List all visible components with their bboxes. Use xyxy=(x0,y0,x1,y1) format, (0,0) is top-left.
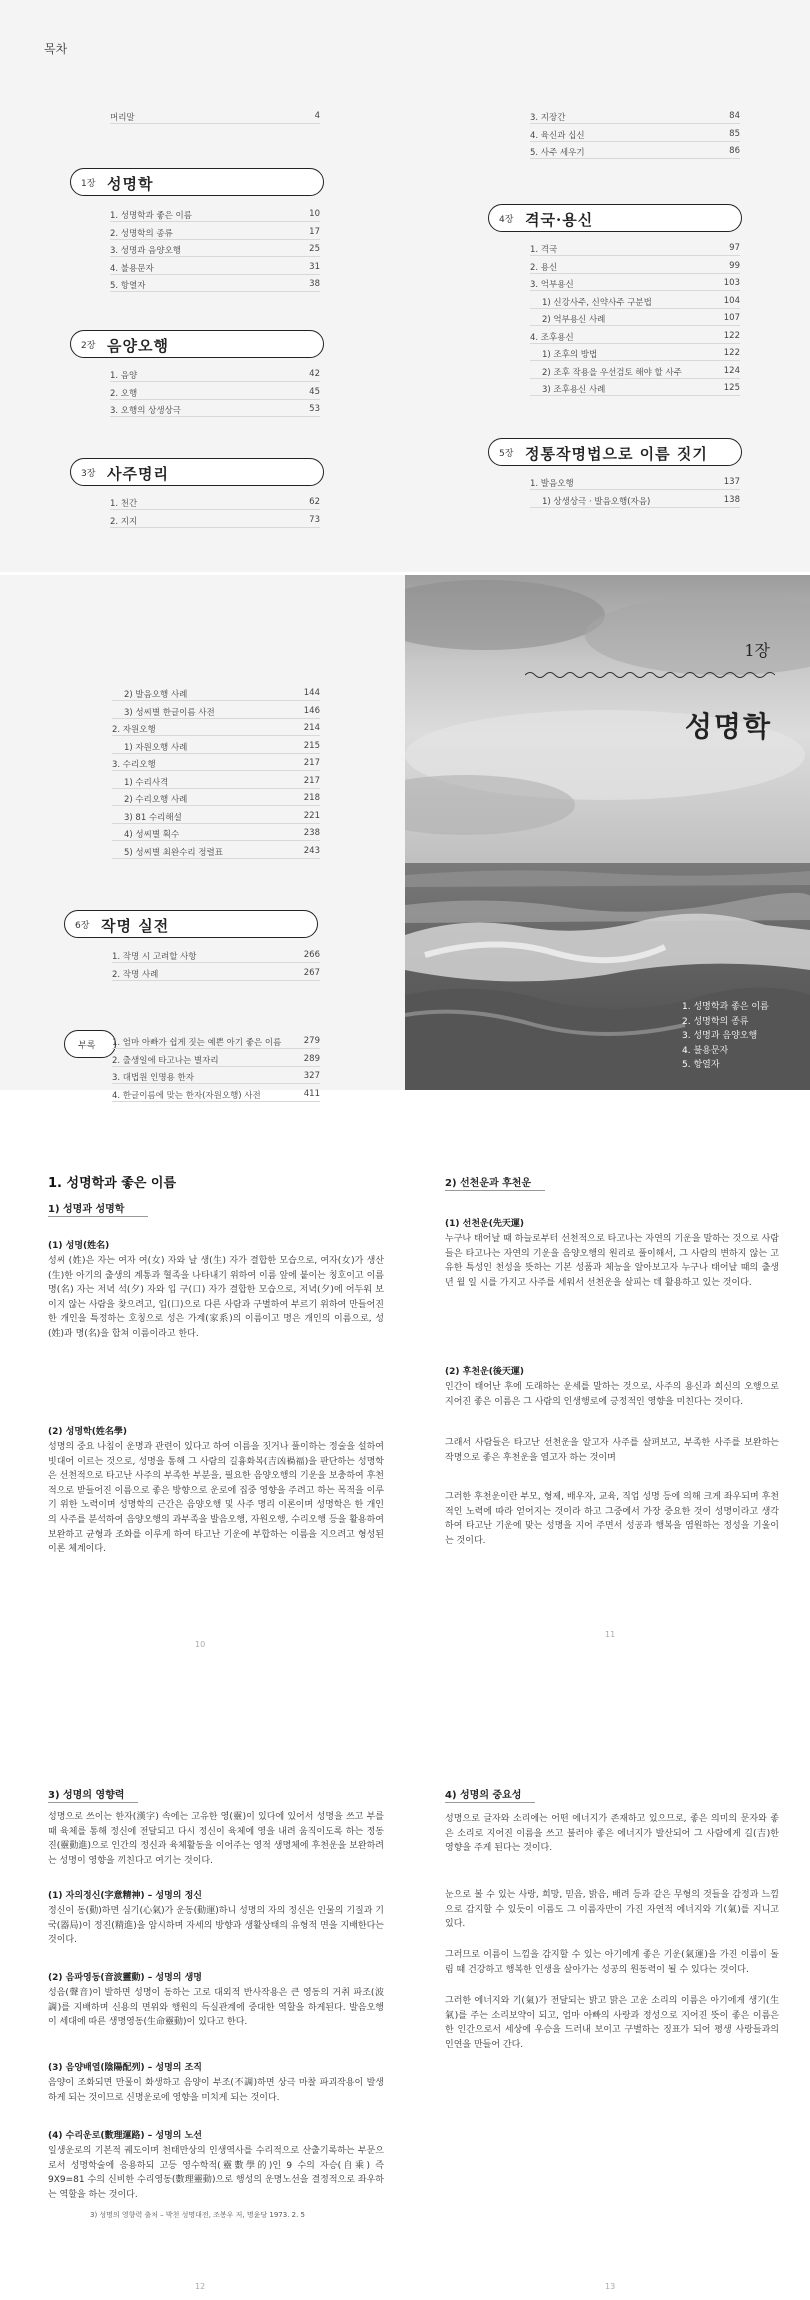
divider xyxy=(48,1802,138,1803)
toc-entry-label: 2) 수리오행 사례 xyxy=(124,795,188,805)
toc-entry-page: 218 xyxy=(303,793,320,803)
page-number: 13 xyxy=(605,2282,616,2291)
toc-entry-page: 267 xyxy=(303,967,320,978)
toc-entry[interactable] xyxy=(112,755,320,771)
toc-entry-label: 3. 수리오행 xyxy=(112,760,156,770)
toc-appendix[interactable]: 부록 xyxy=(64,1030,116,1058)
toc-entry[interactable] xyxy=(110,401,320,417)
toc-entry-page: 107 xyxy=(723,313,740,323)
toc-entry-page: 10 xyxy=(309,209,320,219)
toc-entry-label: 3. 억부용신 xyxy=(530,280,574,290)
toc-entry[interactable] xyxy=(110,276,320,292)
toc-entry-label: 1. 격국 xyxy=(530,245,558,255)
toc-entry[interactable] xyxy=(112,685,320,701)
toc-entry-page: 17 xyxy=(309,226,320,237)
toc-entry-page: 124 xyxy=(723,365,740,376)
toc-entry[interactable] xyxy=(530,240,740,256)
toc-entry-label: 1. 천간 xyxy=(110,499,138,509)
toc-entry-page: 84 xyxy=(729,111,740,121)
paragraph: 그러한 에너지와 기(氣)가 전달되는 밝고 맑은 고운 소리의 이름은 아기에게 생기(生氣)를 주는 소리보약이 되고, 엄마 아빠의 사랑과 정성으로 지어진 뜻이 좋은 이름은 한 인간으로서 세상에 우승을 드러내 보이고 구별하는 징표가 되어 평생 사랑들과의 인연을 만들어 간다. xyxy=(445,1996,779,2050)
toc-entry-label: 2. 오행 xyxy=(110,388,138,399)
toc-entry-page: 85 xyxy=(729,128,740,139)
toc-entry-page: 62 xyxy=(309,497,320,507)
footnote: 3) 성명의 영향력 출처 – 박천 성명대전, 조봉우 저, 명윤당 1973. 2. 5 xyxy=(90,2211,306,2219)
toc-entry[interactable] xyxy=(530,474,740,490)
toc-entry-page: 217 xyxy=(303,758,320,768)
page-10 xyxy=(0,1160,405,1720)
toc-entry-label: 4. 한글이름에 맞는 한자(자원오행) 사전 xyxy=(112,1090,261,1101)
subsection-heading: 3) 성명의 영향력 xyxy=(48,1790,125,1801)
toc-entry[interactable] xyxy=(530,380,740,396)
toc-entry[interactable] xyxy=(112,825,320,841)
toc-entry-page: 217 xyxy=(303,775,320,786)
toc-entry-page: 25 xyxy=(309,244,320,254)
toc-entry[interactable] xyxy=(112,790,320,806)
toc-entry-page: 122 xyxy=(723,330,740,341)
toc-entry[interactable] xyxy=(110,259,320,275)
page-12 xyxy=(0,1770,405,2300)
paragraph: 누구나 태어날 때 하늘로부터 선천적으로 타고나는 자연의 기운을 말하는 것으로 사람들은 타고나는 자연의 기운을 음양오행의 원리로 풀이해서, 그 사람의 변하지 않는 고유한 특성인 천성을 뜻하는 기본 성품과 체능을 알아보고자 누구나 태어날 때의 출생 년 월 일 시를 가지고 사주를 세워서 선천운을 살피는 데 활용하고 있는 것이다. xyxy=(445,1234,779,1288)
toc-entry-label: 2) 억부용신 사례 xyxy=(542,315,606,325)
toc-entry-label: 1. 음양 xyxy=(110,371,138,381)
subsection-heading: 1) 성명과 성명학 xyxy=(48,1204,125,1215)
toc-entry-page: 73 xyxy=(309,514,320,525)
toc-entry[interactable] xyxy=(530,363,740,379)
paragraph: 그러므로 이름이 느낌을 감지할 수 있는 아기에게 좋은 기운(氣運)을 가진 이름이 돌림 때 건강하고 행복한 인생을 살아가는 성공의 원동력이 될 수 있다는 것이다. xyxy=(445,1950,779,1975)
toc-entry-label: 4. 조후용신 xyxy=(530,332,574,343)
toc-entry[interactable] xyxy=(530,143,740,159)
toc-entry[interactable] xyxy=(112,1086,320,1102)
toc-entry[interactable] xyxy=(112,843,320,859)
toc-entry-page: 45 xyxy=(309,386,320,397)
toc-entry-page: 53 xyxy=(309,404,320,414)
toc-entry[interactable] xyxy=(112,1051,320,1067)
toc-entry-label: 1) 수리사격 xyxy=(124,777,169,788)
toc-entry-page: 99 xyxy=(729,260,740,271)
toc-entry-label: 3. 오행의 상생상극 xyxy=(110,406,181,416)
toc-entry-label: 3. 지장간 xyxy=(530,113,566,123)
toc-entry-label: 5) 성씨별 최완수리 정렬표 xyxy=(124,847,223,858)
paragraph: 음양이 조화되면 만물이 화생하고 음양이 부조(不調)하면 상극 마찰 파괴작용이 발생하게 되는 것이므로 신명운로에 영향을 미치게 되는 것이다. xyxy=(48,2078,384,2103)
paragraph: 성음(聲音)이 발하면 성명이 동하는 고로 대외적 반사작용은 큰 영동의 거취 파조(波調)를 지배하며 신용의 면위와 행원의 득실관계에 중대한 역할을 하게된다. 발음오행이 세대에 따른 생명영동(生命靈動)이 있다고 한다. xyxy=(48,1988,384,2028)
toc-chapter-6[interactable]: 6장 작명 실전 xyxy=(64,910,318,938)
toc-entry[interactable] xyxy=(110,512,320,528)
toc-entry[interactable] xyxy=(530,275,740,291)
toc-entry-page: 289 xyxy=(303,1053,320,1064)
section-heading: 1. 성명학과 좋은 이름 xyxy=(48,1176,177,1191)
toc-entry-label: 4. 육신과 십신 xyxy=(530,130,585,141)
cover-list-item: 2. 성명학의 종류 xyxy=(682,1016,749,1027)
toc-entry-page: 327 xyxy=(303,1071,320,1081)
paragraph: 눈으로 볼 수 있는 사랑, 희망, 믿음, 밝음, 배려 등과 같은 무형의 것들을 감정과 느낌으로 감지할 수 있듯이 이름도 그 이름자만이 가진 자연적 에너지와 기(氣)를 지니고 있다. xyxy=(445,1890,779,1930)
divider xyxy=(48,1216,148,1217)
cover-section-list xyxy=(682,1000,769,1073)
wavy-divider xyxy=(525,670,775,680)
toc-entry[interactable] xyxy=(530,108,740,124)
toc-chapter-5[interactable]: 5장 정통작명법으로 이름 짓기 xyxy=(488,438,742,466)
toc-entry[interactable] xyxy=(530,328,740,344)
chapter-cover xyxy=(405,575,810,1090)
paragraph-heading: (2) 후천운(後天運) xyxy=(445,1367,524,1377)
toc-entry-page: 243 xyxy=(303,845,320,856)
toc-entry-page: 411 xyxy=(303,1088,320,1099)
divider xyxy=(445,1802,535,1803)
toc-chapter-1[interactable]: 1장 성명학 xyxy=(70,168,324,196)
toc-entry-label: 2. 지지 xyxy=(110,516,138,527)
toc-entry[interactable] xyxy=(530,126,740,142)
toc-entry-page: 104 xyxy=(723,295,740,306)
toc-entry-page: 214 xyxy=(303,723,320,733)
page-11 xyxy=(405,1160,810,1720)
toc-entry-page: 221 xyxy=(303,810,320,821)
paragraph: 성명의 중요 나침이 운명과 관련이 있다고 하여 이름을 짓거나 풀이하는 정술을 설하여 빗대어 이르는 것으로, 성명을 통해 그 사람의 길흉화복(吉凶禍福)을 판단하는 성명학은 선천적으로 타고난 사주의 부족한 부분을, 필요한 음양오행의 기운을 보충하여 후천적으로 받들어진 이름으로 좋은 방향으로 운로에 집중 영향을 주려고 하는 목적을 이루기 위한 노력이며 성명학의 근간은 음양오행 및 사주 명리 이론이며 성명학은 한 개인의 사주를 분석하여 음양오행의 과부족을 발음오행, 자원오행, 수리오행 등을 활용하여 보완하고 균형과 조화를 이루게 하여 타고난 기운에 부합하는 이름을 지으려고 형성된 이론 체계이다. xyxy=(48,1442,384,1555)
page-number: 11 xyxy=(605,1630,616,1639)
toc-entry-label: 2) 발음오행 사례 xyxy=(124,690,188,700)
paragraph-heading: (4) 수리운로(數理運路) – 성명의 노선 xyxy=(48,2131,202,2141)
cover-list-item: 1. 성명학과 좋은 이름 xyxy=(682,1002,769,1012)
toc-entry[interactable] xyxy=(530,345,740,361)
toc-entry-page: 125 xyxy=(723,383,740,393)
toc-entry[interactable] xyxy=(530,310,740,326)
toc-entry[interactable] xyxy=(112,1033,320,1049)
toc-entry[interactable] xyxy=(112,947,320,963)
page-number: 10 xyxy=(195,1640,206,1649)
paragraph-heading: (2) 성명학(姓名學) xyxy=(48,1427,127,1437)
paragraph-heading: (1) 성명(姓名) xyxy=(48,1241,110,1251)
toc-entry-page: 266 xyxy=(303,950,320,960)
toc-entry-label: 5. 항열자 xyxy=(110,281,146,291)
cover-list-item: 5. 항열자 xyxy=(682,1060,720,1070)
subsection-heading: 2) 선천운과 후천운 xyxy=(445,1178,532,1189)
toc-entry[interactable] xyxy=(530,492,740,508)
page-number: 12 xyxy=(195,2282,206,2291)
toc-entry-page: 86 xyxy=(729,146,740,156)
toc-entry-label: 1. 발음오행 xyxy=(530,479,574,489)
toc-entry-page: 144 xyxy=(303,688,320,698)
toc-entry[interactable] xyxy=(110,224,320,240)
toc-entry[interactable] xyxy=(530,293,740,309)
page-13 xyxy=(405,1770,810,2300)
toc-entry-label: 1) 조후의 방법 xyxy=(542,350,598,360)
cover-list-item: 3. 성명과 음양오행 xyxy=(682,1031,758,1041)
toc-entry-label: 3) 조후용신 사례 xyxy=(542,385,606,395)
toc-entry-label: 5. 사주 세우기 xyxy=(530,148,585,158)
toc-entry-label: 2. 성명학의 종류 xyxy=(110,228,173,239)
toc-entry-label: 1) 자원오행 사례 xyxy=(124,742,188,753)
paragraph: 일생운로의 기본적 궤도이며 천태만상의 인생역사를 수리적으로 산출기록하는 부문으로서 성명학술에 응용하되 고등 영수학적(靈數學的)인 9 수의 자승(自乘) 즉 9X9=81 수의 신비한 수리영동(數理靈動)으로 행성의 운명노선을 결정적으로 좌우하는 역할을 하는 것이다. xyxy=(48,2146,384,2200)
paragraph-heading: (1) 자의정신(字意精神) – 성명의 정신 xyxy=(48,1891,202,1901)
toc-chapter-2[interactable]: 2장 음양오행 xyxy=(70,330,324,358)
toc-entry-label: 2. 출생일에 타고나는 별자리 xyxy=(112,1055,219,1066)
toc-entry[interactable] xyxy=(112,1068,320,1084)
toc-entry-page: 38 xyxy=(309,279,320,289)
toc-entry-page: 103 xyxy=(723,278,740,288)
toc-entry-label: 2. 자원오행 xyxy=(112,725,156,735)
paragraph: 정신이 동(動)하면 심기(心氣)가 운동(動運)하니 성명의 자의 정신은 인물의 기질과 기국(器局)이 정진(精進)을 암시하며 자세의 방향과 생활상태의 유형적 면을 지배한다는 것이다. xyxy=(48,1906,384,1946)
toc-entry-label: 3. 성명과 음양오행 xyxy=(110,246,181,256)
paragraph-heading: (2) 음파영동(音波靈動) – 성명의 생명 xyxy=(48,1973,202,1983)
toc-entry-label: 1) 상생상극 · 발음오행(자음) xyxy=(542,496,651,507)
paragraph: 성명으로 쓰이는 한자(漢字) 속에는 고유한 영(靈)이 있다에 있어서 성명을 쓰고 부를 때 육체를 통해 정신에 전달되고 다시 정신이 육체에 영을 내려 움직이도록 하는 정동진(靈動進)으로 인간의 정신과 육체활동을 이어주는 영적 생명체에 후천운을 보완하려는 성명이 영향을 끼친다고 여기는 것이다. xyxy=(48,1812,384,1866)
divider xyxy=(445,1190,545,1191)
toc-entry[interactable] xyxy=(112,965,320,981)
toc-entry[interactable] xyxy=(112,773,320,789)
toc-entry[interactable] xyxy=(112,738,320,754)
toc-entry[interactable] xyxy=(110,241,320,257)
toc-chapter-3[interactable]: 3장 사주명리 xyxy=(70,458,324,486)
toc-entry-page: 137 xyxy=(723,477,740,487)
paragraph: 성명으로 글자와 소리에는 어떤 에너지가 존재하고 있으므로, 좋은 의미의 문자와 좋은 소리로 지어진 이름을 쓰고 불러야 좋은 에너지가 발산되어 그 사람에게 길(吉)한 영향을 주게 된다는 것이다. xyxy=(445,1814,779,1854)
toc-entry-label: 2. 용신 xyxy=(530,262,558,273)
toc-entry-label: 2) 조후 작용을 우선검토 해야 할 사주 xyxy=(542,367,682,378)
toc-entry-page: 122 xyxy=(723,348,740,358)
toc-entry-label: 4. 불용문자 xyxy=(110,263,154,274)
subsection-heading: 4) 성명의 중요성 xyxy=(445,1790,522,1801)
toc-chapter-4[interactable]: 4장 격국·용신 xyxy=(488,204,742,232)
paragraph: 그러한 후천운이란 부모, 형제, 배우자, 교육, 직업 성명 등에 의해 크게 좌우되며 후천적인 노력에 따라 얻어지는 것이라 하고 그중에서 가장 중요한 것이 성명이라고 생각하여 타고난 기운에 맞는 성명을 지어 주면서 성공과 행복을 염원하는 정성을 기울이는 것이다. xyxy=(445,1492,779,1546)
toc-entry[interactable] xyxy=(110,384,320,400)
toc-entry-page: 215 xyxy=(303,740,320,751)
toc-entry-label: 3) 81 수리해설 xyxy=(124,812,182,823)
toc-entry[interactable] xyxy=(112,720,320,736)
toc-entry-label: 3. 대법원 인명용 한자 xyxy=(112,1073,194,1083)
toc-entry[interactable] xyxy=(110,366,320,382)
toc-header: 목차 xyxy=(44,42,68,56)
paragraph: 그래서 사람들은 타고난 선천운을 알고자 사주를 살펴보고, 부족한 사주를 보완하는 작명으로 좋은 후천운을 열고자 하는 것이며 xyxy=(445,1438,779,1463)
toc-entry-page: 146 xyxy=(303,705,320,716)
toc-entry-label: 1) 신강사주, 신약사주 구분법 xyxy=(542,297,652,308)
cover-title: 성명학 xyxy=(684,710,772,743)
toc-entry-label: 4) 성씨별 획수 xyxy=(124,830,180,840)
paragraph: 성씨 (姓)은 자는 여자 여(女) 자와 날 생(生) 자가 결합한 모습으로, 여자(女)가 생산(生)한 아기의 출생의 계통과 혈족을 나타내기 위하여 이름 앞에 붙이는 칭호이고 이름 명(名) 자는 저녁 석(夕) 자와 입 구(口) 자가 결합한 모습으로, 저녁(夕)에 어두워 보이지 않는 사람을 찾으려고, 입(口)으로 다른 사람과 구별하여 부르기 위하여 만들어진 한 개인을 특정하는 호칭으로 성은 가계(家系)의 이름이고 명은 개인의 이름으로, 성(姓)과 명(名)을 합쳐 이름이라고 한다. xyxy=(48,1256,384,1339)
toc-entry-page: 31 xyxy=(309,261,320,272)
cover-chapter-number: 1장 xyxy=(744,641,770,660)
cover-list-item: 4. 불용문자 xyxy=(682,1045,729,1056)
toc-entry[interactable] xyxy=(110,494,320,510)
toc-spread-1 xyxy=(0,0,810,572)
toc-entry-label: 2. 작명 사례 xyxy=(112,969,159,980)
toc-entry-label: 1. 성명학과 좋은 이름 xyxy=(110,211,192,221)
toc-entry[interactable] xyxy=(112,808,320,824)
toc-entry[interactable] xyxy=(112,703,320,719)
toc-entry-label: 1. 엄마 아빠가 쉽게 짓는 예쁜 아기 좋은 이름 xyxy=(112,1038,282,1048)
toc-entry-page: 42 xyxy=(309,369,320,379)
paragraph: 인간이 태어난 후에 도래하는 운세를 말하는 것으로, 사주의 용신과 희신의 오행으로 지어진 좋은 이름은 그 사람의 인생행로에 긍정적인 영향을 미친다는 것이다. xyxy=(445,1382,779,1407)
toc-entry-preface[interactable]: 머리말 4 xyxy=(110,108,320,124)
toc-entry-label: 1. 작명 시 고려할 사항 xyxy=(112,952,197,962)
toc-entry-page: 97 xyxy=(729,243,740,253)
toc-entry-page: 279 xyxy=(303,1036,320,1046)
paragraph-heading: (1) 선천운(先天運) xyxy=(445,1219,524,1229)
toc-entry[interactable] xyxy=(110,206,320,222)
toc-entry-page: 238 xyxy=(303,828,320,838)
toc-entry[interactable] xyxy=(530,258,740,274)
toc-entry-page: 138 xyxy=(723,494,740,505)
toc-entry-label: 3) 성씨별 한글이름 사전 xyxy=(124,707,215,718)
paragraph-heading: (3) 음양배열(陰陽配列) – 성명의 조직 xyxy=(48,2063,202,2073)
